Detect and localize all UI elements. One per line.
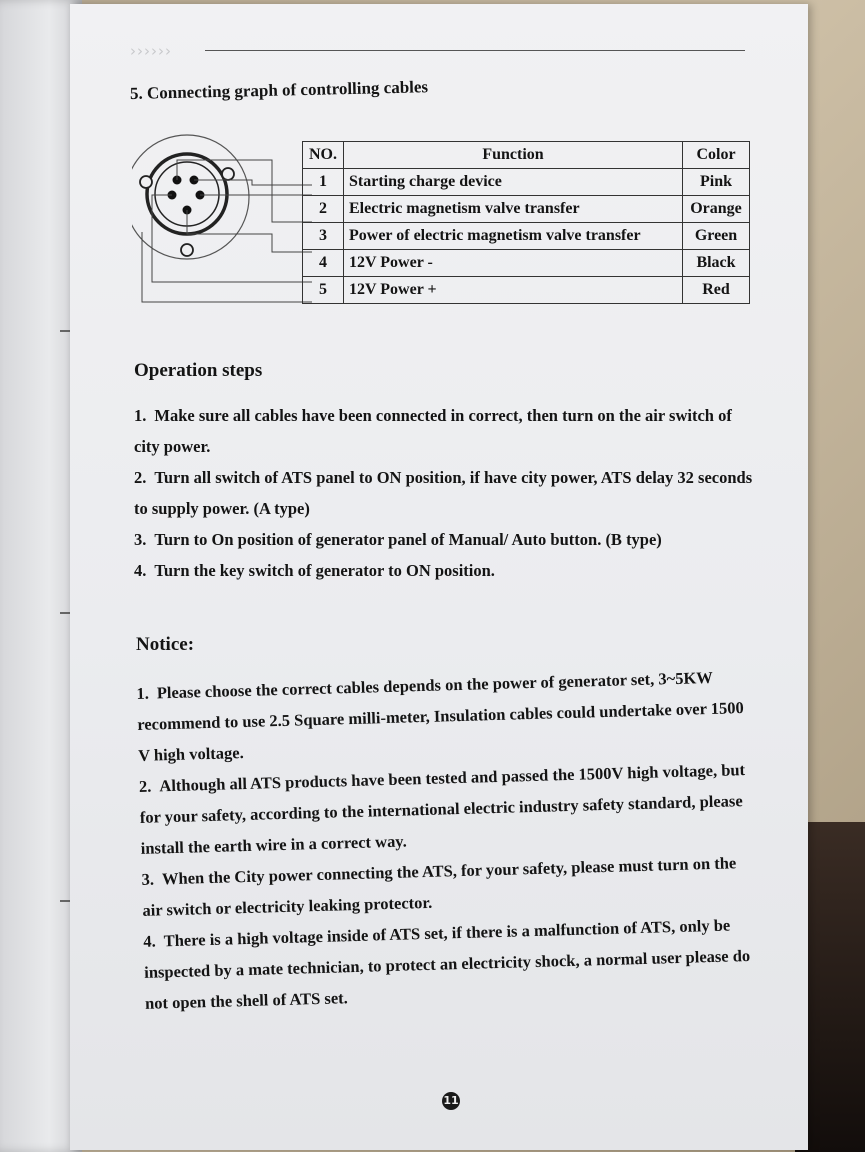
notice-list	[136, 661, 755, 1019]
cell-function: 12V Power -	[344, 250, 683, 277]
header-color: Color	[683, 142, 750, 169]
list-item	[136, 661, 748, 771]
section-title: 5. Connecting graph of controlling cables	[129, 77, 429, 103]
step-number: 1.	[134, 406, 147, 425]
list-item	[134, 524, 754, 555]
cell-no: 3	[303, 223, 344, 250]
page-number: 11	[442, 1092, 460, 1110]
manual-page	[70, 4, 808, 1150]
notice-text: There is a high voltage inside of ATS set, if there is a malfunction of ATS, only be inspected by a mate technician, to protect an electricity shock, a normal user please do not open the shell of ATS set.	[143, 915, 751, 1013]
stitch-mark	[60, 612, 70, 614]
notice-number: 4.	[143, 931, 156, 951]
step-text: Make sure all cables have been connected in correct, then turn on the air switch of city power.	[134, 406, 732, 456]
table-row	[303, 223, 750, 250]
table-row	[303, 250, 750, 277]
cell-function: Power of electric magnetism valve transfer	[344, 223, 683, 250]
notice-number: 3.	[141, 869, 155, 889]
step-text: Turn all switch of ATS panel to ON position, if have city power, ATS delay 32 seconds to supply power. (A type)	[134, 468, 753, 518]
step-text: Turn to On position of generator panel of Manual/ Auto button. (B type)	[154, 530, 662, 549]
cell-function: 12V Power +	[344, 277, 683, 304]
cable-table	[302, 141, 750, 304]
header-arrows: ››››››	[130, 42, 172, 60]
operation-heading: Operation steps	[134, 360, 263, 381]
table-row	[303, 169, 750, 196]
notice-number: 1.	[136, 683, 150, 703]
connector-diagram	[132, 132, 312, 312]
list-item	[134, 400, 754, 462]
operation-steps	[134, 400, 754, 586]
stitch-mark	[60, 900, 70, 902]
cell-color: Green	[683, 223, 750, 250]
table-row	[303, 196, 750, 223]
stitch-mark	[60, 330, 70, 332]
cell-function: Electric magnetism valve transfer	[344, 196, 683, 223]
cell-no: 1	[303, 169, 344, 196]
table-header-row	[303, 142, 750, 169]
cell-color: Black	[683, 250, 750, 277]
notice-text: Although all ATS products have been tested and passed the 1500V high voltage, but for your safety, according to the international electric industry safety standard, please install the earth wire in a correct way.	[139, 760, 746, 858]
list-item	[134, 555, 754, 586]
table-row	[303, 277, 750, 304]
notice-text: When the City power connecting the ATS, for your safety, please must turn on the air switch or electricity leaking protector.	[142, 853, 737, 920]
step-number: 2.	[134, 468, 147, 487]
notice-number: 2.	[138, 776, 152, 796]
step-number: 3.	[134, 530, 147, 549]
step-number: 4.	[134, 561, 147, 580]
list-item	[139, 754, 751, 864]
header-rule	[205, 50, 745, 51]
header-function: Function	[344, 142, 683, 169]
step-text: Turn the key switch of generator to ON position.	[154, 561, 495, 580]
header-no: NO.	[303, 142, 344, 169]
notice-text: Please choose the correct cables depends on the power of generator set, 3~5KW recommend to use 2.5 Square milli-meter, Insulation cables could undertake over 1500 V high voltage.	[137, 667, 745, 765]
cell-color: Red	[683, 277, 750, 304]
list-item	[143, 909, 755, 1019]
cell-no: 2	[303, 196, 344, 223]
cell-color: Pink	[683, 169, 750, 196]
cell-no: 5	[303, 277, 344, 304]
cell-color: Orange	[683, 196, 750, 223]
notice-heading: Notice:	[136, 634, 195, 655]
cell-no: 4	[303, 250, 344, 277]
cell-function: Starting charge device	[344, 169, 683, 196]
list-item	[134, 462, 754, 524]
